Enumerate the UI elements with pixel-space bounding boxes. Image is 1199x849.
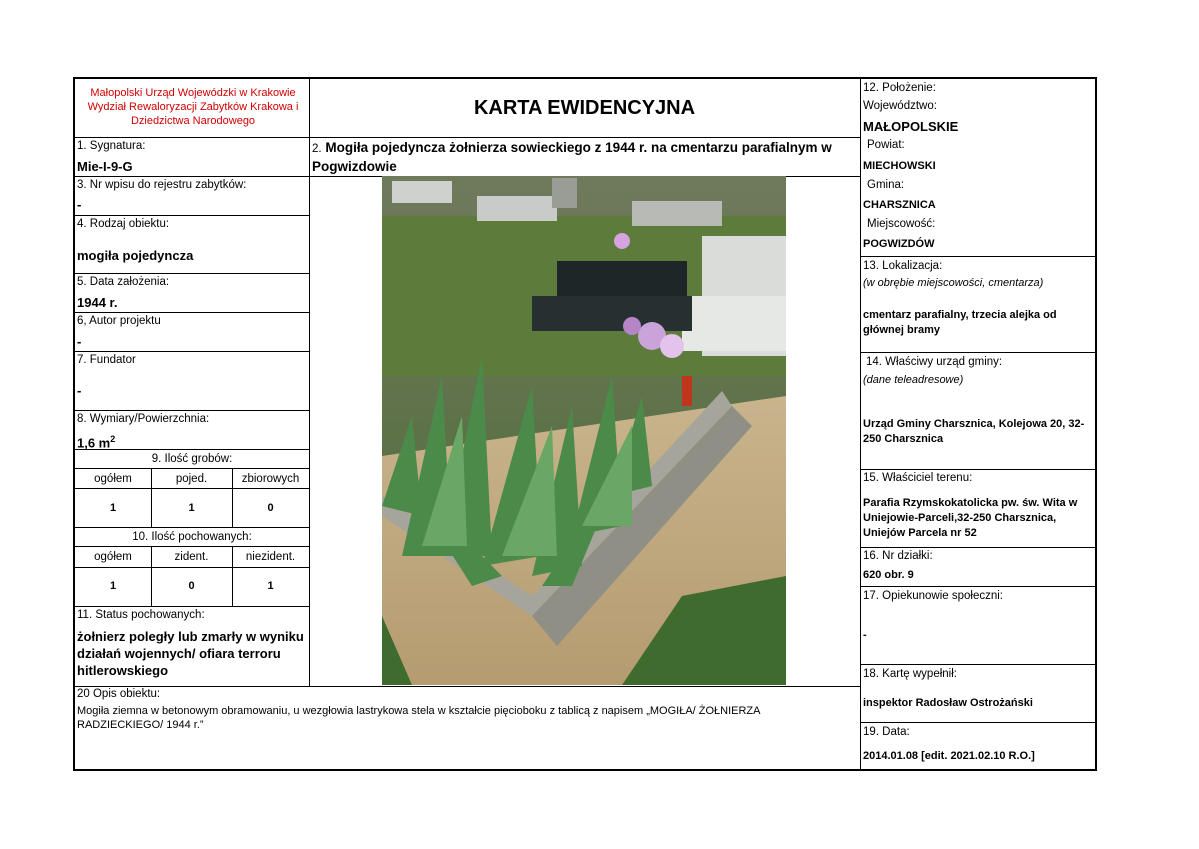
commune-office-value: Urząd Gminy Charsznica, Kolejowa 20, 32-250 Charsznica [863, 418, 1085, 445]
plot-label: 16. Nr działki: [863, 550, 933, 562]
registry-label: 3. Nr wpisu do rejestru zabytków: [77, 179, 247, 191]
buried-identified-value: 0 [188, 580, 195, 592]
dimensions-sup: 2 [110, 434, 116, 444]
description-label: 20 Opis obiektu: [77, 688, 161, 700]
object-name [312, 139, 858, 175]
buried-count-label: 10. Ilość pochowanych: [132, 531, 252, 543]
founder-label: 7. Fundator [77, 354, 136, 366]
grave-photo [382, 176, 786, 685]
status-label: 11. Status pochowanych: [77, 609, 205, 621]
buried-total-value: 1 [109, 580, 117, 592]
graves-collective-value: 0 [267, 502, 274, 514]
buried-header-total: ogółem [94, 551, 132, 563]
graves-header-single: pojed. [175, 473, 208, 485]
graves-header-total: ogółem [94, 473, 132, 485]
localization-value: cmentarz parafialny, trzecia alejka od głównej bramy [863, 309, 1057, 336]
status-value: żołnierz poległy lub zmarły w wyniku działań wojennych/ ofiara terroru hitlerowskiego [77, 629, 304, 678]
localization-label: 13. Lokalizacja: [863, 260, 943, 272]
commune-office-note: (dane teleadresowe) [863, 374, 964, 386]
dimensions-value [77, 431, 115, 451]
voivodeship-value: MAŁOPOLSKIE [863, 119, 959, 134]
buried-header-unidentified: niezident. [245, 551, 296, 563]
filled-by-value: inspektor Radosław Ostrożański [863, 697, 1033, 709]
author-label: 6, Autor projektu [77, 315, 161, 327]
commune-value: CHARSZNICA [863, 199, 936, 211]
owner-label: 15. Właściciel terenu: [863, 472, 973, 484]
signature-label: 1. Sygnatura: [77, 140, 146, 152]
object-type-value: mogiła pojedyncza [77, 248, 194, 263]
county-label: Powiat: [867, 139, 905, 151]
plot-value: 620 obr. 9 [863, 569, 914, 581]
owner-value: Parafia Rzymskokatolicka pw. św. Wita w Uniejowie-Parceli,32-250 Charsznica, Uniejów Parcela nr 52 [863, 497, 1078, 539]
signature-value: Mie-I-9-G [77, 159, 133, 174]
buried-header-identified: zident. [174, 551, 209, 563]
locality-label: Miejscowość: [867, 218, 936, 230]
card-title: KARTA EWIDENCYJNA [473, 97, 696, 119]
localization-note: (w obrębie miejscowości, cmentarza) [863, 277, 1044, 289]
founded-label: 5. Data założenia: [77, 276, 170, 288]
locality-value: POGWIZDÓW [863, 238, 935, 250]
commune-office-label: 14. Właściwy urząd gminy: [866, 356, 1003, 368]
object-type-label: 4. Rodzaj obiektu: [77, 218, 170, 230]
founded-value: 1944 r. [77, 295, 118, 310]
commune-label: Gmina: [867, 179, 905, 191]
date-label: 19. Data: [863, 726, 910, 738]
county-value: MIECHOWSKI [863, 160, 936, 172]
dimensions-number: 1,6 m [77, 435, 111, 451]
registry-value: - [77, 197, 82, 212]
dimensions-label: 8. Wymiary/Powierzchnia: [77, 413, 210, 425]
date-value: 2014.01.08 [edit. 2021.02.10 R.O.] [863, 750, 1035, 762]
object-name-value: Mogiła pojedyncza żołnierza sowieckiego z 1944 r. na cmentarzu parafialnym w Pogwizdowie [312, 140, 832, 174]
graves-total-value: 1 [109, 502, 117, 514]
description-value: Mogiła ziemna w betonowym obramowaniu, u wezgłowia lastrykowa stela w kształcie pięcioboku z tablicą z napisem „MOGIŁA/ ŻOŁNIERZA RADZIECKIEGO/ 1944 r.” [77, 705, 760, 731]
grave-photo-illustration [382, 176, 786, 685]
location-label: 12. Położenie: [863, 82, 936, 94]
graves-single-value: 1 [188, 502, 195, 514]
graves-count-label: 9. Ilość grobów: [151, 453, 233, 465]
caretakers-value: - [863, 629, 867, 641]
caretakers-label: 17. Opiekunowie społeczni: [863, 590, 1003, 602]
voivodeship-label: Województwo: [863, 100, 937, 112]
object-name-number: 2. [312, 143, 322, 155]
filled-by-label: 18. Kartę wypełnił: [863, 668, 957, 680]
record-card [73, 77, 1097, 771]
author-value: - [77, 334, 82, 349]
founder-value: - [77, 383, 82, 398]
institution-name: Małopolski Urząd Wojewódzki w Krakowie Wydział Rewaloryzacji Zabytków Krakowa i Dziedzictwa Narodowego [87, 87, 299, 127]
buried-unidentified-value: 1 [267, 580, 274, 592]
graves-header-collective: zbiorowych [241, 473, 300, 485]
